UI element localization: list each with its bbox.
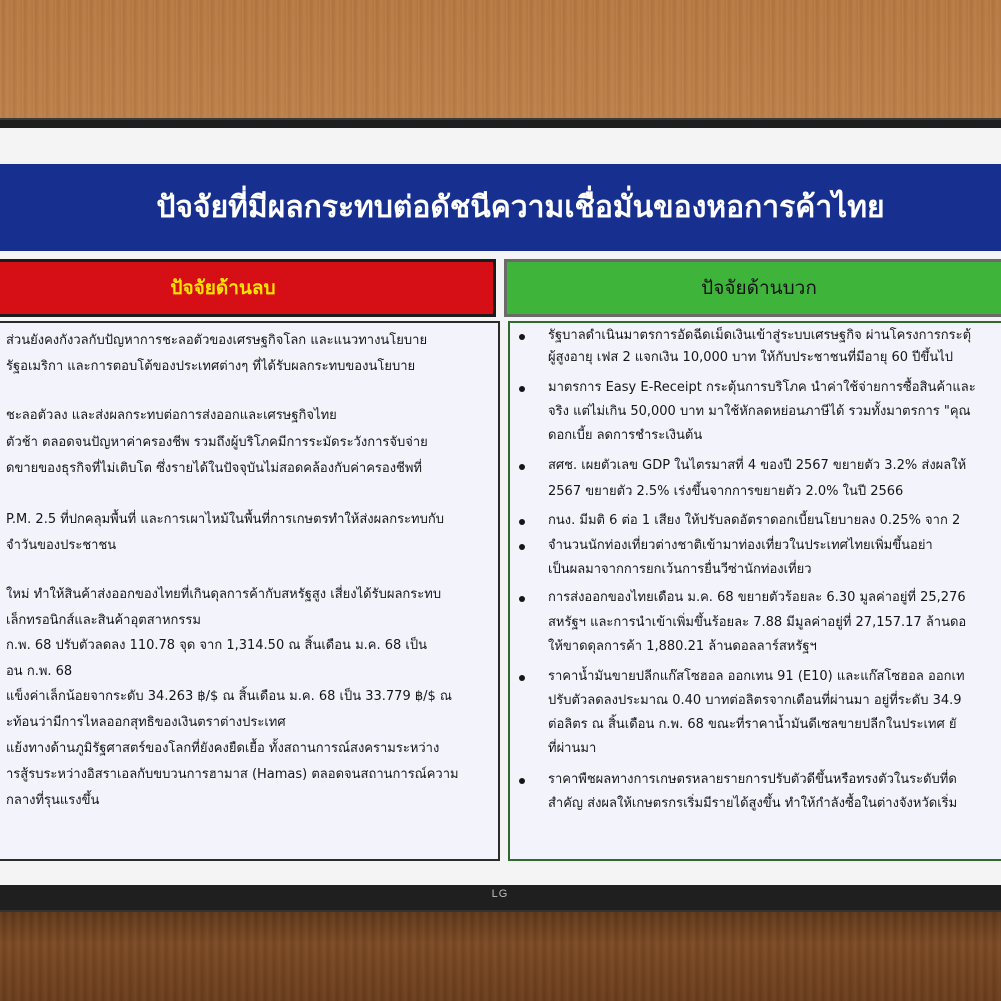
positive-factors-heading: ปัจจัยด้านบวก	[504, 259, 1001, 317]
positive-factors-list	[510, 323, 1001, 859]
negative-factor-line: อน ก.พ. 68	[6, 664, 73, 679]
negative-factors-list	[0, 323, 498, 859]
negative-factor-line: ใหม่ ทำให้สินค้าส่งออกของไทยที่เกินดุลการค้ากับสหรัฐสูง เสี่ยงได้รับผลกระทบ	[6, 587, 442, 602]
positive-factor-line: มาตรการ Easy E-Receipt กระตุ้นการบริโภค นำค่าใช้จ่ายการซื้อสินค้าและ	[548, 380, 976, 395]
negative-factor-line: แข็งค่าเล็กน้อยจากระดับ 34.263 ฿/$ ณ สิ้นเดือน ม.ค. 68 เป็น 33.779 ฿/$ ณ	[6, 689, 452, 704]
positive-factor-line: ต่อลิตร ณ สิ้นเดือน ก.พ. 68 ขณะที่ราคาน้ำมันดีเซลขายปลีกในประเทศ ยั	[548, 717, 957, 732]
positive-factor-line: ราคาพืชผลทางการเกษตรหลายรายการปรับตัวดีขึ้นหรือทรงตัวในระดับที่ด	[548, 772, 957, 787]
negative-factor-line: ดขายของธุรกิจที่ไม่เติบโต ซึ่งรายได้ในปัจจุบันไม่สอดคล้องกับค่าครองชีพที่	[6, 461, 422, 476]
bullet-icon	[519, 675, 525, 681]
negative-factor-line: ะท้อนว่ามีการไหลออกสุทธิของเงินตราต่างประเทศ	[6, 715, 286, 730]
bullet-icon	[519, 596, 525, 602]
positive-factor-line: สหรัฐฯ และการนำเข้าเพิ่มขึ้นร้อยละ 7.88 มีมูลค่าอยู่ที่ 27,157.17 ล้านดอ	[548, 615, 967, 630]
positive-factor-line: ที่ผ่านมา	[548, 741, 597, 756]
positive-factor-line: การส่งออกของไทยเดือน ม.ค. 68 ขยายตัวร้อยละ 6.30 มูลค่าอยู่ที่ 25,276	[548, 590, 966, 605]
negative-factor-line: เล็กทรอนิกส์และสินค้าอุตสาหกรรม	[6, 613, 201, 628]
bullet-icon	[519, 544, 525, 550]
positive-factor-line: สำคัญ ส่งผลให้เกษตรกรเริ่มมีรายได้สูงขึ้น ทำให้กำลังซื้อในต่างจังหวัดเริ่ม	[548, 796, 958, 811]
positive-factor-line: ให้ขาดดุลการค้า 1,880.21 ล้านดอลลาร์สหรัฐฯ	[548, 639, 817, 654]
bullet-icon	[519, 334, 525, 340]
negative-factors-panel	[0, 321, 500, 861]
negative-factor-line: จำวันของประชาชน	[6, 538, 117, 553]
negative-factors-heading: ปัจจัยด้านลบ	[0, 259, 496, 317]
negative-factor-line: ชะลอตัวลง และส่งผลกระทบต่อการส่งออกและเศรษฐกิจไทย	[6, 408, 337, 423]
tv-screen	[0, 128, 1001, 885]
negative-factor-line: ส่วนยังคงกังวลกับปัญหาการชะลอตัวของเศรษฐกิจโลก และแนวทางนโยบาย	[6, 333, 428, 348]
positive-factor-line: รัฐบาลดำเนินมาตรการอัดฉีดเม็ดเงินเข้าสู่ระบบเศรษฐกิจ ผ่านโครงการกระตุ้	[548, 328, 972, 343]
negative-factor-line: ก.พ. 68 ปรับตัวลดลง 110.78 จุด จาก 1,314.50 ณ สิ้นเดือน ม.ค. 68 เป็น	[6, 638, 427, 653]
negative-factor-line: P.M. 2.5 ที่ปกคลุมพื้นที่ และการเผาไหม้ในพื้นที่การเกษตรทำให้ส่งผลกระทบกับ	[6, 512, 444, 527]
positive-factor-line: ปรับตัวลดลงประมาณ 0.40 บาทต่อลิตรจากเดือนที่ผ่านมา อยู่ที่ระดับ 34.9	[548, 693, 962, 708]
title-banner	[0, 164, 1001, 251]
positive-factor-line: เป็นผลมาจากการยกเว้นการยื่นวีซ่านักท่องเที่ยว	[548, 562, 812, 577]
positive-factor-line: จริง แต่ไม่เกิน 50,000 บาท มาใช้หักลดหย่อนภาษีได้ รวมทั้งมาตรการ "คุณ	[548, 404, 971, 419]
negative-factor-line: ตัวช้า ตลอดจนปัญหาค่าครองชีพ รวมถึงผู้บริโภคมีการระมัดระวังการจับจ่าย	[6, 435, 428, 450]
negative-factor-line: แย้งทางด้านภูมิรัฐศาสตร์ของโลกที่ยังคงยืดเยื้อ ทั้งสถานการณ์สงครามระหว่าง	[6, 741, 440, 756]
bullet-icon	[519, 519, 525, 525]
bullet-icon	[519, 464, 525, 470]
negative-factor-line: กลางที่รุนแรงขึ้น	[6, 793, 100, 808]
positive-factor-line: สศช. เผยตัวเลข GDP ในไตรมาสที่ 4 ของปี 2567 ขยายตัว 3.2% ส่งผลให้	[548, 458, 967, 473]
slide-title: ปัจจัยที่มีผลกระทบต่อดัชนีความเชื่อมั่นของหอการค้าไทย	[156, 190, 885, 225]
positive-factors-panel	[508, 321, 1001, 861]
negative-factor-line: ารสู้รบระหว่างอิสราเอลกับขบวนการฮามาส (Hamas) ตลอดจนสถานการณ์ความ	[6, 767, 459, 782]
positive-factor-line: ราคาน้ำมันขายปลีกแก๊สโซฮอล ออกเทน 91 (E10) และแก๊สโซฮอล ออกเท	[548, 669, 965, 684]
positive-factor-line: 2567 ขยายตัว 2.5% เร่งขึ้นจากการขยายตัว 2.0% ในปี 2566	[548, 484, 904, 499]
bullet-icon	[519, 386, 525, 392]
negative-factor-line: รัฐอเมริกา และการตอบโต้ของประเทศต่างๆ ที่ได้รับผลกระทบของนโยบาย	[6, 359, 416, 374]
bullet-icon	[519, 778, 525, 784]
positive-factor-line: กนง. มีมติ 6 ต่อ 1 เสียง ให้ปรับลดอัตราดอกเบี้ยนโยบายลง 0.25% จาก 2	[548, 513, 961, 528]
wood-wall-bottom	[0, 905, 1001, 1001]
tv-brand-logo: LG	[491, 888, 509, 900]
positive-factor-line: ดอกเบี้ย ลดการชำระเงินต้น	[548, 428, 703, 443]
positive-factor-line: ผู้สูงอายุ เฟส 2 แจกเงิน 10,000 บาท ให้กับประชาชนที่มีอายุ 60 ปีขึ้นไป	[548, 350, 953, 365]
positive-factor-line: จำนวนนักท่องเที่ยวต่างชาติเข้ามาท่องเที่ยวในประเทศไทยเพิ่มขึ้นอย่า	[548, 538, 933, 553]
